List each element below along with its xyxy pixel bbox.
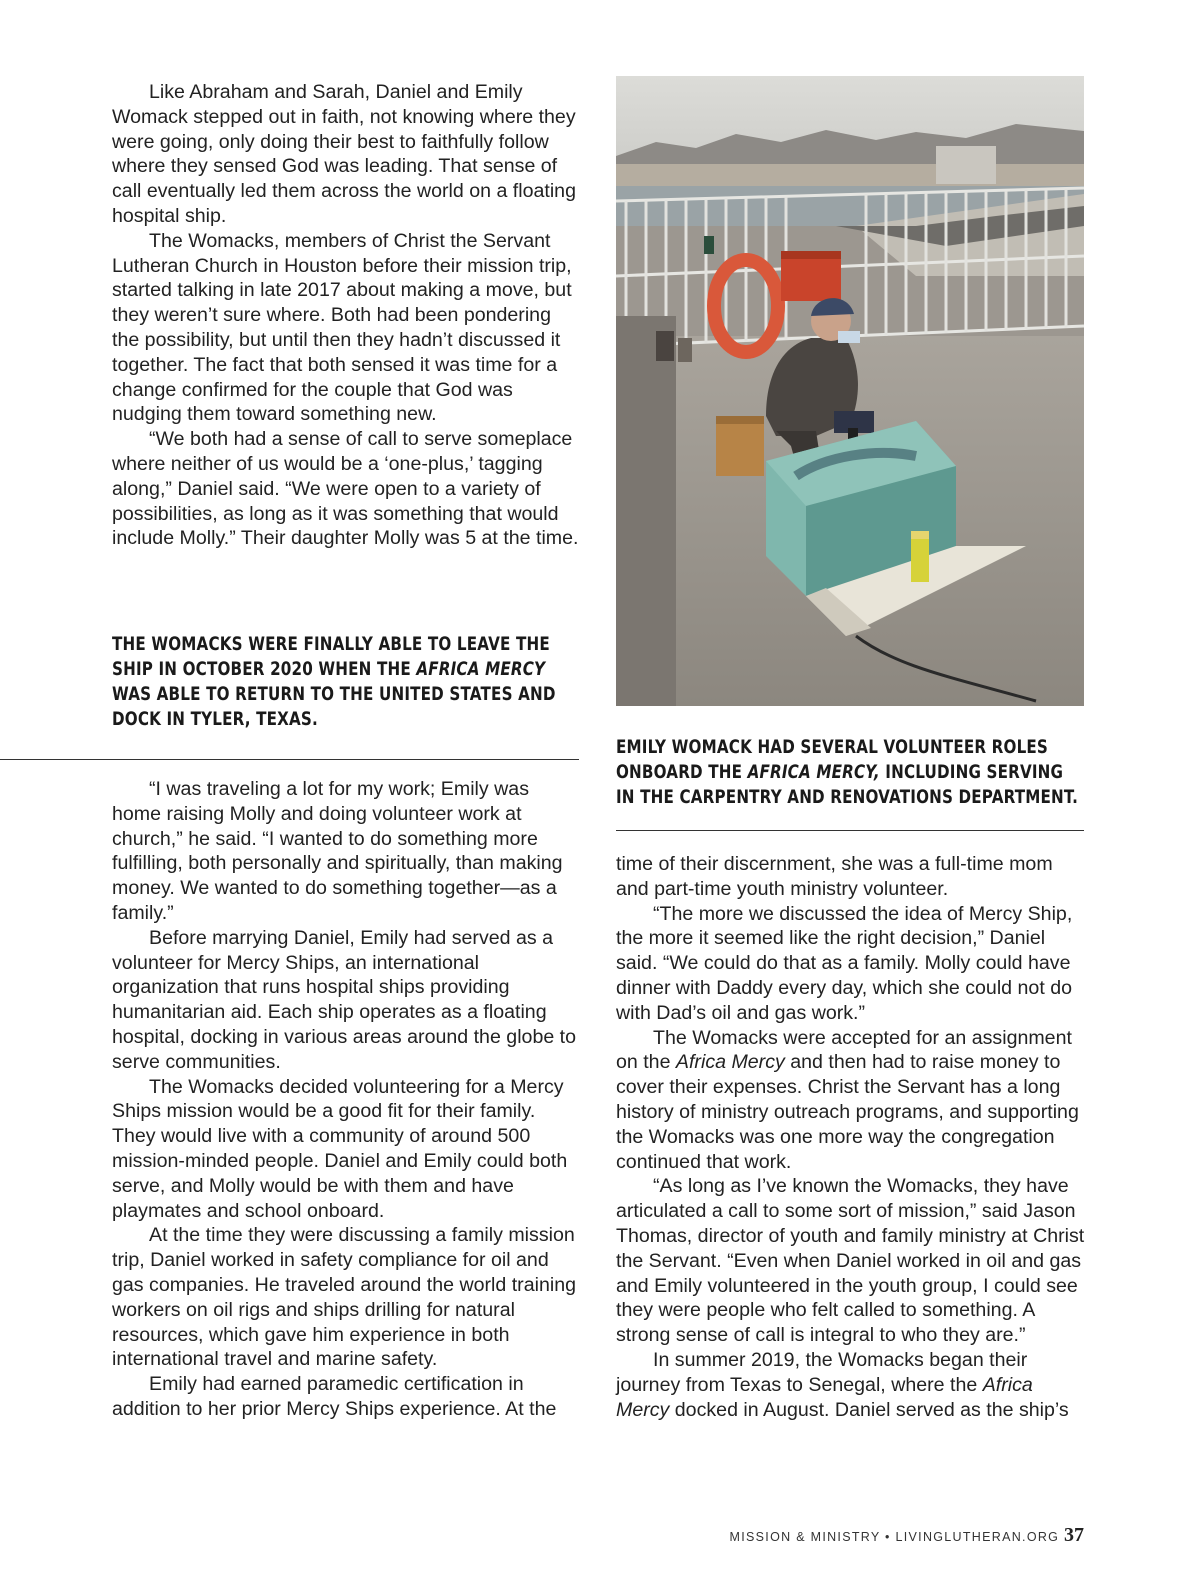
right-column: [616, 852, 1086, 1422]
paragraph: The Womacks decided volunteering for a Mercy Ships mission would be a good fit for their family. They would live with a community of around 500 mission-minded people. Daniel and Emily could both serve, and Molly would be with them and have playmates and school onboard.: [112, 1075, 568, 1222]
page-number: 37: [1064, 1524, 1084, 1546]
paragraph: The Womacks, members of Christ the Servant Lutheran Church in Houston before their mission trip, started talking in late 2017 about making a move, but they weren’t sure where. Both had been pondering the possibility, but until then they hadn’t discussed it together. The fact that both sensed it was time for a change confirmed for the couple that God was nudging them toward something new.: [112, 229, 572, 426]
page-footer: [700, 1524, 1084, 1547]
paragraph: “I was traveling a lot for my work; Emily was home raising Molly and doing volunteer work at church,” he said. “I wanted to do something more fulfilling, both personally and spiritually, than making money. We wanted to do something together—as a family.”: [112, 778, 563, 924]
paragraph: Emily had earned paramedic certification in addition to her prior Mercy Ships experience. At the: [112, 1373, 557, 1420]
paragraph: “We both had a sense of call to serve someplace where neither of us would be a ‘one-plus,’ tagging along,” Daniel said. “We were open to a variety of possibilities, as long as it was something that would include Molly.” Their daughter Molly was 5 at the time.: [112, 428, 579, 550]
paragraph: Before marrying Daniel, Emily had served as a volunteer for Mercy Ships, an international organization that runs hospital ships providing humanitarian aid. Each ship operates as a floating hospital, docking in various areas around the globe to serve communities.: [112, 926, 577, 1073]
paragraph: “As long as I’ve known the Womacks, they have articulated a call to some sort of mission,” said Jason Thomas, director of youth and family ministry at Christ the Servant. “Even when Daniel worked in oil and gas and Emily volunteered in the youth group, I could see they were people who felt called to something. A strong sense of call is integral to who they are.”: [616, 1175, 1085, 1347]
photo-illustration: [616, 76, 1084, 706]
paragraph: In summer 2019, the Womacks began their journey from Texas to Senegal, where the Africa Mercy docked in August. Daniel served as the ship’s: [616, 1348, 1069, 1421]
pull-quote-ship-name: AFRICA MERCY: [416, 659, 546, 680]
pull-quote: THE WOMACKS WERE FINALLY ABLE TO LEAVE THE SHIP IN OCTOBER 2020 WHEN THE AFRICA MERCY WAS ABLE TO RETURN TO THE UNITED STATES AND DOCK IN TYLER, TEXAS.: [112, 634, 556, 730]
caption-rule: [616, 830, 1084, 831]
paragraph: The Womacks were accepted for an assignment on the Africa Mercy and then had to raise money to cover their expenses. Christ the Servant has a long history of ministry outreach programs, and supporting the Womacks was one more way the congregation continued that work.: [616, 1026, 1079, 1173]
caption-ship-name: AFRICA MERCY,: [747, 762, 880, 783]
paragraph: “The more we discussed the idea of Mercy Ship, the more it seemed like the right decision,” Daniel said. “We could do that as a family. Molly could have dinner with Daddy every day, which she could not do with Dad’s oil and gas work.”: [616, 902, 1073, 1024]
paragraph: Like Abraham and Sarah, Daniel and Emily Womack stepped out in faith, not knowing where they were going, only doing their best to faithfully follow where they sensed God was leading. That sense of call eventually led them across the world on a floating hospital ship.: [112, 81, 576, 227]
pull-quote-rule: [0, 759, 579, 760]
paragraph: time of their discernment, she was a full-time mom and part-time youth ministry volunteer.: [616, 853, 1053, 900]
paragraph: At the time they were discussing a family mission trip, Daniel worked in safety compliance for oil and gas companies. He traveled around the world training workers on oil rigs and ships drilling for natural resources, which gave him experience in both international travel and marine safety.: [112, 1224, 576, 1371]
footer-section: MISSION & MINISTRY • LIVINGLUTHERAN.ORG: [729, 1530, 1060, 1544]
photo-emily-sanding-cabinet: [616, 76, 1084, 706]
left-column-top: [112, 80, 582, 551]
photo-caption: EMILY WOMACK HAD SEVERAL VOLUNTEER ROLES ONBOARD THE AFRICA MERCY, INCLUDING SERVING IN THE CARPENTRY AND RENOVATIONS DEPARTMENT.: [616, 737, 1079, 808]
left-column-bottom: [112, 777, 582, 1422]
